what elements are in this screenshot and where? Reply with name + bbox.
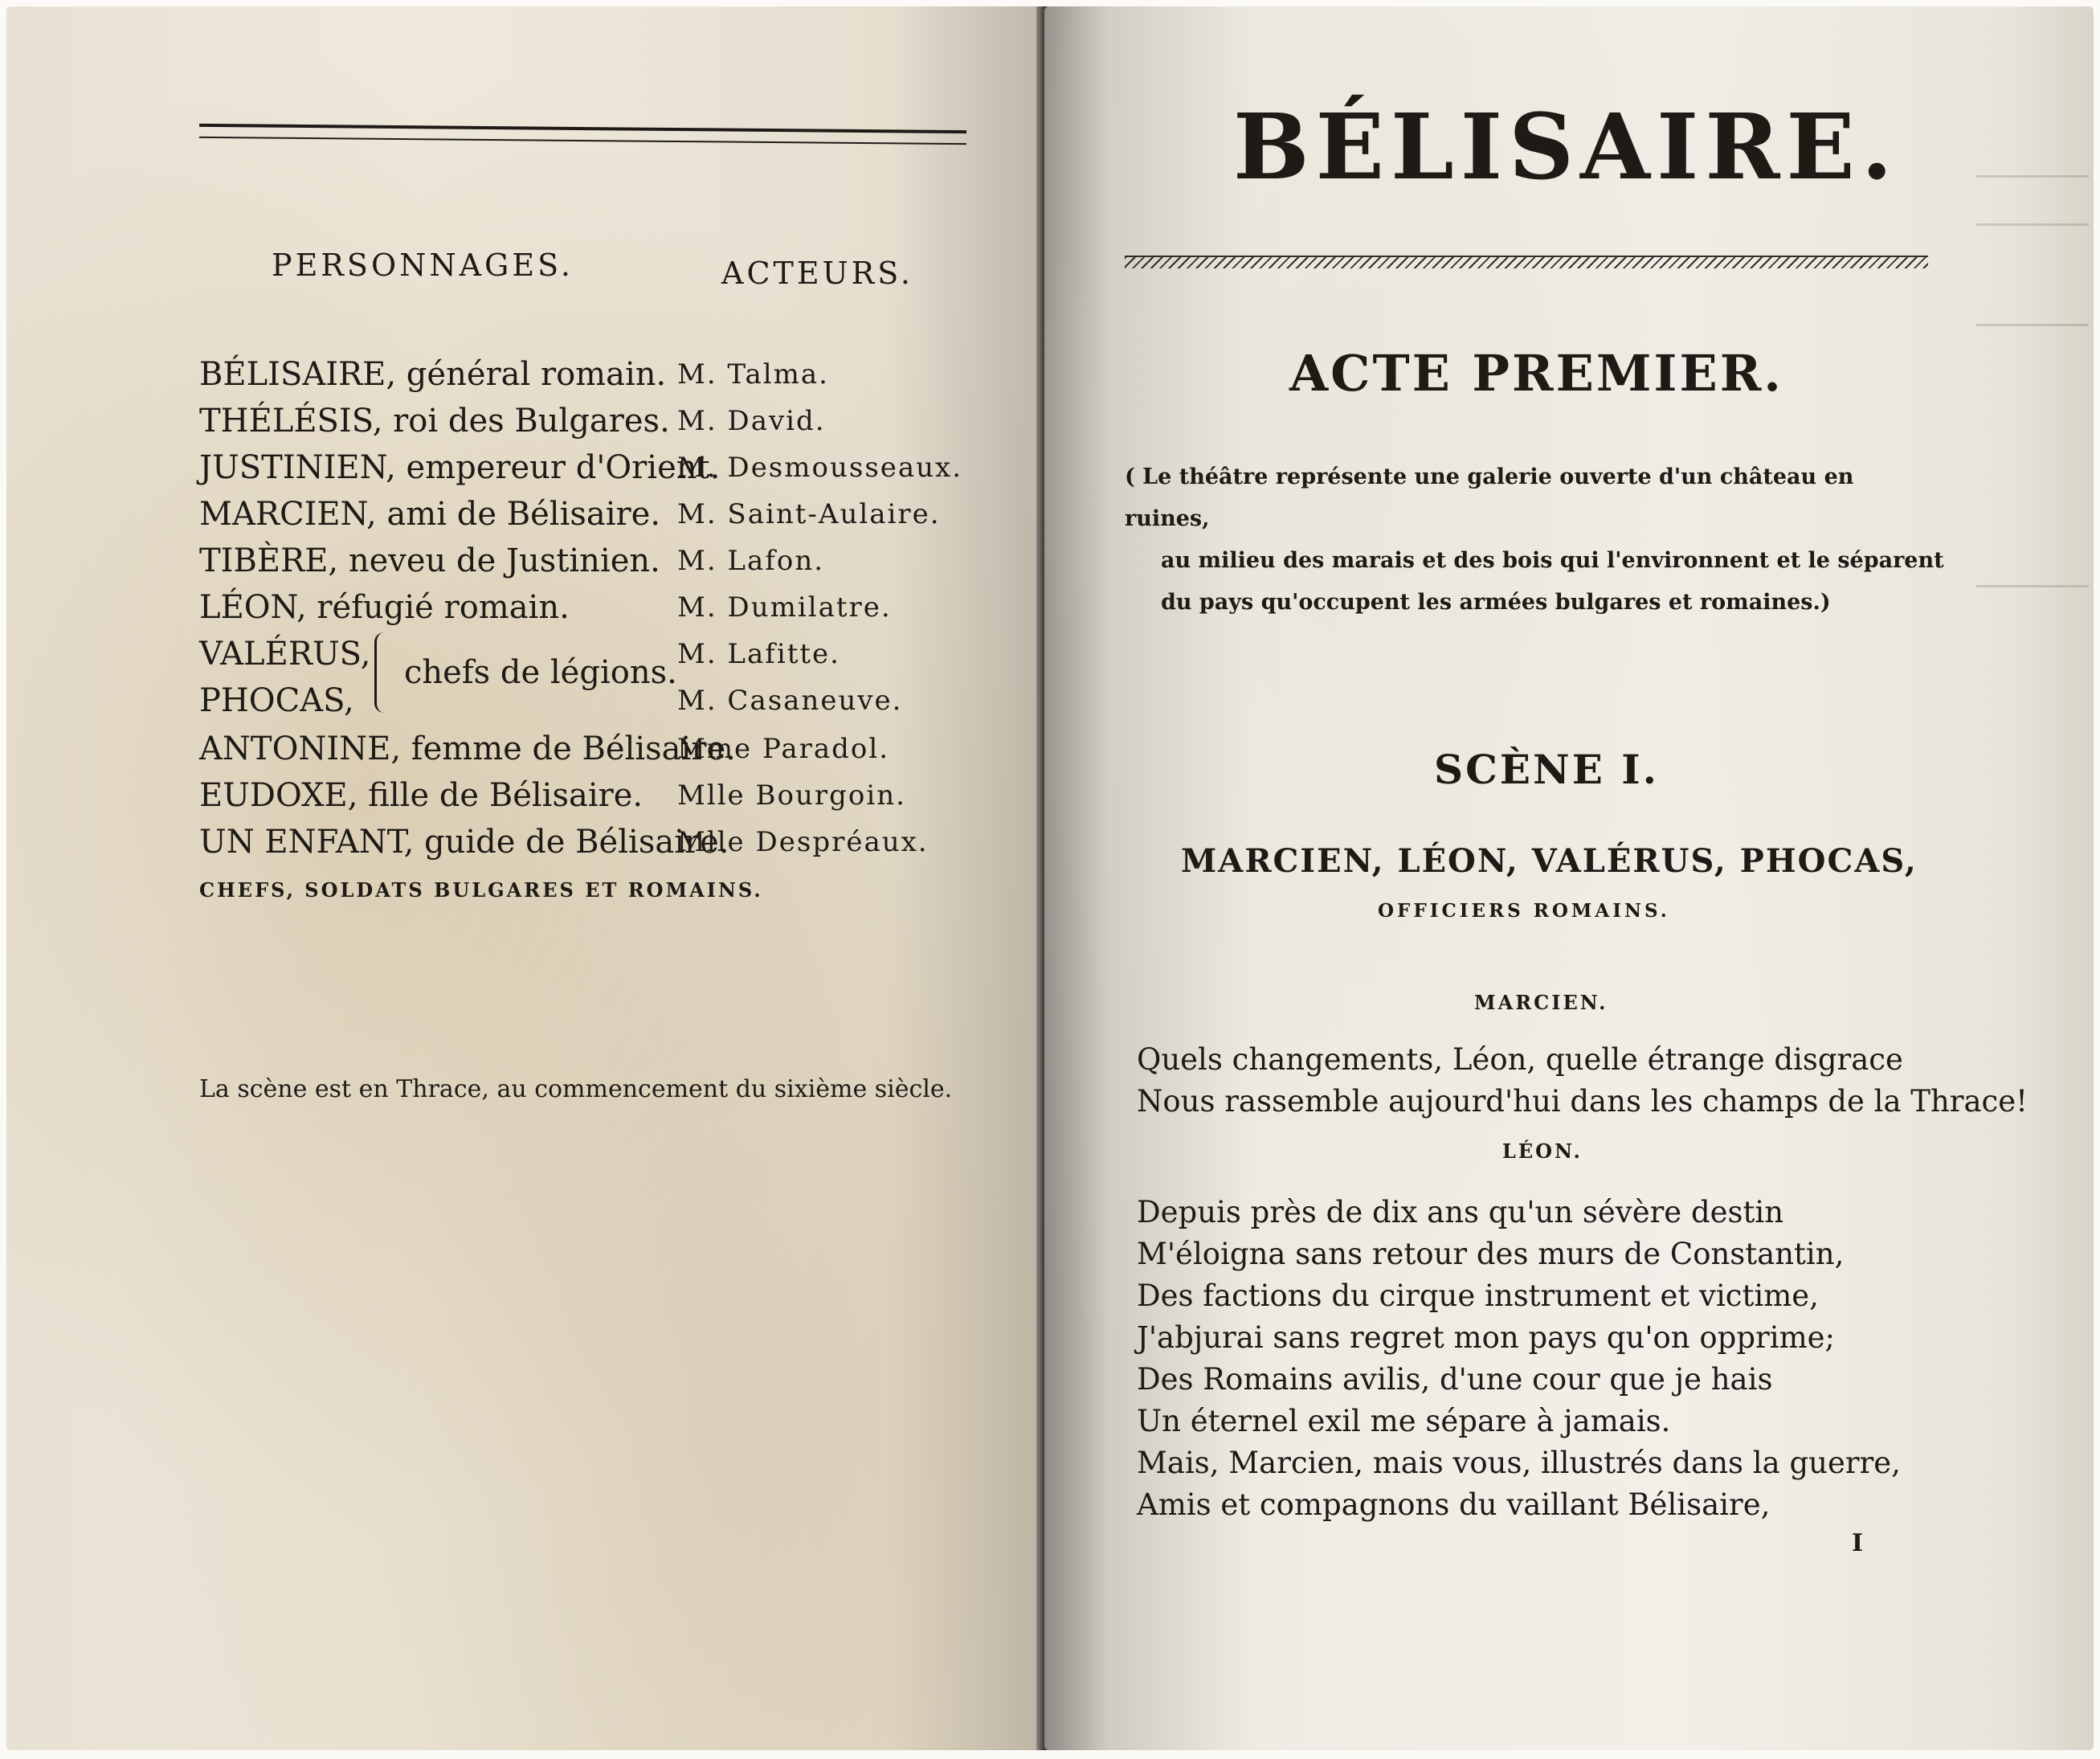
verse-line: Nous rassemble aujourd'hui dans les champs de la Thrace! — [1137, 1084, 2029, 1119]
verse-line: J'abjurai sans regret mon pays qu'on opprime; — [1137, 1320, 1836, 1355]
actor: M. Dumilatre. — [677, 591, 892, 624]
double-rule — [199, 124, 966, 145]
stage-line: ( Le théâtre représente une galerie ouverte d'un château en ruines, — [1125, 464, 1854, 531]
role: LÉON, réfugié romain. — [199, 589, 570, 626]
role: JUSTINIEN, empereur d'Orient. — [199, 449, 721, 486]
bleed-through-mark — [1976, 585, 2089, 587]
bleed-through-mark — [1976, 324, 2089, 326]
extras-line: CHEFS, SOLDATS BULGARES ET ROMAINS. — [199, 878, 763, 902]
role: EUDOXE, fille de Bélisaire. — [199, 777, 643, 814]
role: THÉLÉSIS, roi des Bulgares. — [199, 403, 670, 440]
role: UN ENFANT, guide de Bélisaire. — [199, 824, 729, 861]
cast-row — [199, 585, 1003, 630]
actor: M. David. — [677, 405, 826, 437]
cast-row — [199, 492, 1003, 537]
verse-line: Depuis près de dix ans qu'un sévère destin — [1137, 1195, 1784, 1229]
cast-row — [199, 445, 1003, 490]
role: PHOCAS, — [199, 682, 354, 719]
scene-setting-note: La scène est en Thrace, au commencement du sixième siècle. — [199, 1075, 953, 1103]
cast-row — [199, 773, 1003, 818]
actor: Mlle Despréaux. — [677, 826, 929, 858]
stage-line: au milieu des marais et des bois qui l'environnent et le séparent — [1161, 548, 1944, 573]
brace-label: chefs de légions. — [404, 654, 677, 691]
speech-leon — [1137, 1192, 1901, 1526]
cast-row — [199, 352, 1003, 397]
page-number: I — [1852, 1529, 1864, 1557]
role: BÉLISAIRE, général romain. — [199, 356, 667, 393]
verse-line: M'éloigna sans retour des murs de Constantin, — [1137, 1237, 1845, 1271]
verse-line: Quels changements, Léon, quelle étrange disgrace — [1137, 1042, 1903, 1077]
speaker-marcien: MARCIEN. — [1474, 991, 1608, 1014]
bleed-through-mark — [1976, 175, 2089, 178]
personnages-header: PERSONNAGES. — [272, 247, 574, 283]
brace-icon — [374, 632, 390, 713]
stage-direction — [1125, 456, 1944, 624]
cast-row — [199, 399, 1003, 444]
cast-row — [199, 820, 1003, 865]
role: TIBÈRE, neveu de Justinien. — [199, 542, 660, 579]
act-heading: ACTE PREMIER. — [1289, 344, 1783, 403]
verse-line: Mais, Marcien, mais vous, illustrés dans la guerre, — [1137, 1446, 1901, 1480]
scene-characters-sub: OFFICIERS ROMAINS. — [1378, 900, 1670, 922]
actor: M. Talma. — [677, 358, 829, 391]
left-page — [6, 6, 1043, 1750]
role: ANTONINE, femme de Bélisaire. — [199, 730, 736, 767]
right-page — [1044, 6, 2094, 1750]
acteurs-header: ACTEURS. — [721, 256, 913, 291]
stage-line: du pays qu'occupent les armées bulgares et romaines.) — [1161, 590, 1831, 615]
actor: Mme Paradol. — [677, 733, 890, 765]
role: VALÉRUS, — [199, 636, 371, 673]
actor: M. Lafon. — [677, 545, 825, 577]
cast-row — [199, 538, 1003, 583]
bleed-through-mark — [1976, 223, 2089, 226]
verse-line: Amis et compagnons du vaillant Bélisaire, — [1137, 1487, 1771, 1522]
role: MARCIEN, ami de Bélisaire. — [199, 496, 661, 533]
speech-marcien — [1137, 1039, 2028, 1123]
verse-line: Des factions du cirque instrument et victime, — [1137, 1278, 1819, 1313]
scene-characters: MARCIEN, LÉON, VALÉRUS, PHOCAS, — [1181, 842, 1918, 880]
actor: Mlle Bourgoin. — [677, 779, 906, 812]
verse-line: Des Romains avilis, d'une cour que je hais — [1137, 1362, 1773, 1397]
verse-line: Un éternel exil me sépare à jamais. — [1137, 1404, 1671, 1438]
cast-row — [199, 726, 1003, 771]
actor: M. Saint-Aulaire. — [677, 498, 941, 530]
speaker-leon: LÉON. — [1502, 1139, 1583, 1163]
actor: M. Lafitte. — [677, 638, 840, 670]
actor: M. Desmousseaux. — [677, 452, 963, 484]
actor: M. Casaneuve. — [677, 685, 903, 717]
scene-heading: SCÈNE I. — [1434, 746, 1660, 793]
play-title: BÉLISAIRE. — [1233, 95, 1899, 200]
ornamental-rule — [1125, 256, 1928, 268]
